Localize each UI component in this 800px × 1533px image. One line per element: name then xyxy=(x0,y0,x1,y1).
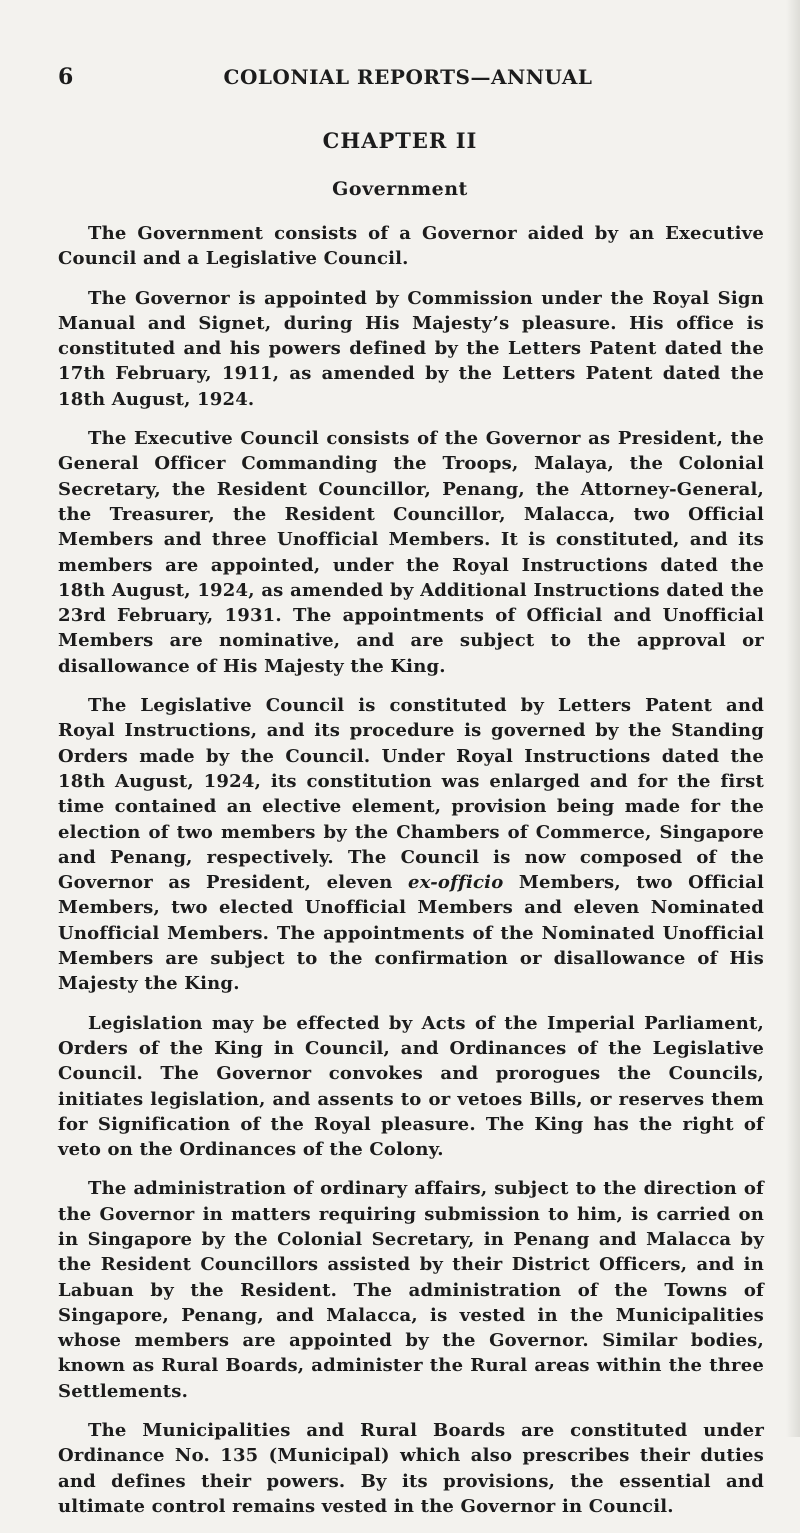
page-number: 6 xyxy=(58,64,74,90)
ex-officio-term: ex-officio xyxy=(407,872,504,894)
body-text xyxy=(58,221,764,1533)
running-title: COLONIAL REPORTS—ANNUAL xyxy=(223,65,593,89)
paragraph-3: The Executive Council consists of the Governor as President, the General Officer Commanding the Troops, Malaya, the Colonial Secretary, the Resident Councillor, Penang, the Attorney-General, the Treasurer, the Resident Councillor, Malacca, two Official Members and three Unofficial Members. It is constituted, and its members are appointed, under the Royal Instructions dated the 18th August, 1924, as amended by Additional Instructions dated the 23rd February, 1931. The appointments of Official and Unofficial Members are nominative, and are subject to the approval or disallowance of His Majesty the King. xyxy=(58,428,764,677)
running-header xyxy=(58,64,758,90)
chapter-heading: CHAPTER II xyxy=(322,128,478,153)
paragraph-4-part-2: Members, two Official Members, two elected Unofficial Members and eleven Nominated Unofficial Members. The appointments of the Nominated Unofficial Members are subject to the confirmation or disallowance of His Majesty the King. xyxy=(58,872,764,995)
paragraph-7: The Municipalities and Rural Boards are constituted under Ordinance No. 135 (Municipal) which also prescribes their duties and defines their powers. By its provisions, the essential and ultimate control remains vested in the Governor in Council. xyxy=(58,1420,764,1517)
section-heading: Government xyxy=(332,178,468,200)
paragraph-4-part-1: The Legislative Council is constituted by Letters Patent and Royal Instructions, and its procedure is governed by the Standing Orders made by the Council. Under Royal Instructions dated the 18th August, 1924, its constitution was enlarged and for the first time contained an elective element, provision being made for the election of two members by the Chambers of Commerce, Singapore and Penang, respectively. The Council is now composed of the Governor as President, eleven xyxy=(58,695,764,894)
paragraph-4 xyxy=(58,693,764,997)
paragraph-5: Legislation may be effected by Acts of the Imperial Parliament, Orders of the King in Council, and Ordinances of the Legislative Council. The Governor convokes and prorogues the Councils, initiates legislation, and assents to or vetoes Bills, or reserves them for Signification of the Royal pleasure. The King has the right of veto on the Ordinances of the Colony. xyxy=(58,1012,764,1161)
paragraph-6: The administration of ordinary affairs, subject to the direction of the Governor in matters requiring submission to him, is carried on in Singapore by the Colonial Secretary, in Penang and Malacca by the Resident Councillors assisted by their District Officers, and in Labuan by the Resident. The administration of the Towns of Singapore, Penang, and Malacca, is vested in the Municipalities whose members are appointed by the Governor. Similar bodies, known as Rural Boards, administer the Rural areas within the three Settlements. xyxy=(58,1178,764,1402)
paragraph-1: The Government consists of a Governor aided by an Executive Council and a Legislative Council. xyxy=(58,223,764,270)
page-edge-shadow xyxy=(786,0,800,1437)
paragraph-2: The Governor is appointed by Commission under the Royal Sign Manual and Signet, during His Majesty’s pleasure. His office is constituted and his powers defined by the Letters Patent dated the 17th February, 1911, as amended by the Letters Patent dated the 18th August, 1924. xyxy=(58,287,764,410)
